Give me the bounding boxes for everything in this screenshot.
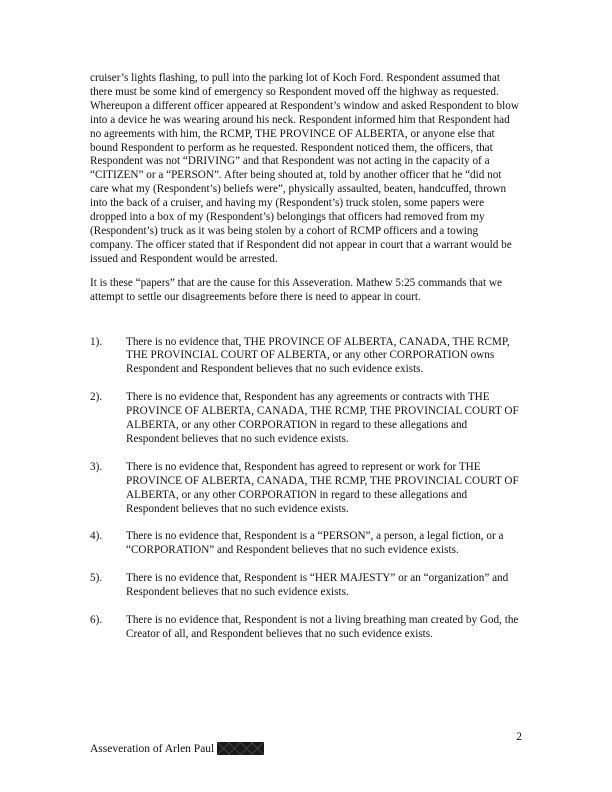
page-footer — [90, 742, 264, 755]
list-item-text: There is no evidence that, THE PROVINCE OF ALBERTA, CANADA, THE RCMP, THE PROVINCIAL COURT OF ALBERTA, or any other CORPORATION owns Respondent and Respondent believes that no such evidence exists. — [126, 335, 510, 376]
list-item — [90, 461, 522, 517]
list-item-number: 1). — [90, 335, 103, 348]
list-item — [90, 572, 522, 600]
list-item-text: There is no evidence that, Respondent has any agreements or contracts with THE PROVINCE OF ALBERTA, CANADA, THE RCMP, THE PROVINCIAL COURT OF ALBERTA, or any other CORPORATION in regard to these allegations and Respondent believes that no such evidence exists. — [126, 391, 519, 445]
list-item-text: There is no evidence that, Respondent is a “PERSON”, a person, a legal fiction, or a “CORPORATION” and Respondent believes that no such evidence exists. — [126, 530, 504, 557]
list-item — [90, 336, 522, 378]
list-item — [90, 391, 522, 447]
list-item-text: There is no evidence that, Respondent is “HER MAJESTY” or an “organization” and Respondent believes that no such evidence exists. — [126, 572, 509, 599]
list-item — [90, 530, 522, 558]
page-number: 2 — [516, 731, 522, 743]
body-paragraph-1: cruiser’s lights flashing, to pull into the parking lot of Koch Ford. Respondent assumed that there must be some kind of emergency so Respondent moved off the highway as requested. Whereupon a different officer appeared at Respondent’s window and asked Respondent to blow into a device he was wearing around his neck. Respondent informed him that Respondent had no agreements with him, the RCMP, THE PROVINCE OF ALBERTA, or anyone else that bound Respondent to perform as he requested. Respondent noticed them, the officers, that Respondent was not “DRIVING” and that Respondent was not acting in the capacity of a “CITIZEN” or a “PERSON”. After being shouted at, told by another officer that he “did not care what my (Respondent’s) beliefs were”, physically assaulted, beaten, handcuffed, thrown into the back of a cruiser, and having my (Respondent’s) truck stolen, some papers were dropped into a box of my (Respondent’s) belongings that officers had removed from my (Respondent’s) truck as it was being stolen by a cohort of RCMP officers and a towing company. The officer stated that if Respondent did not appear in court that a warrant would be issued and Respondent would be arrested. — [90, 72, 519, 265]
body-paragraph-2: It is these “papers” that are the cause for this Asseveration. Mathew 5:25 commands that we attempt to settle our disagreements before there is need to appear in court. — [90, 276, 502, 303]
list-item — [90, 614, 522, 642]
footer-text: Asseveration of Arlen Paul — [90, 742, 215, 755]
list-item-number: 5). — [90, 572, 103, 585]
list-item-text: There is no evidence that, Respondent is not a living breathing man created by God, the Creator of all, and Respondent believes that no such evidence exists. — [126, 614, 519, 640]
evidence-list — [90, 336, 522, 642]
list-item-number: 2). — [90, 391, 103, 404]
list-item-number: 6). — [90, 614, 103, 627]
document-body — [90, 72, 522, 656]
list-item-number: 4). — [90, 530, 103, 543]
list-item-number: 3). — [90, 460, 103, 473]
list-item-text: There is no evidence that, Respondent has agreed to represent or work for THE PROVINCE OF ALBERTA, CANADA, THE RCMP, THE PROVINCIAL COURT OF ALBERTA, or any other CORPORATION in regard to these allegations and Respondent believes that no such evidence exists. — [126, 460, 519, 515]
redaction-block-icon — [217, 742, 264, 755]
